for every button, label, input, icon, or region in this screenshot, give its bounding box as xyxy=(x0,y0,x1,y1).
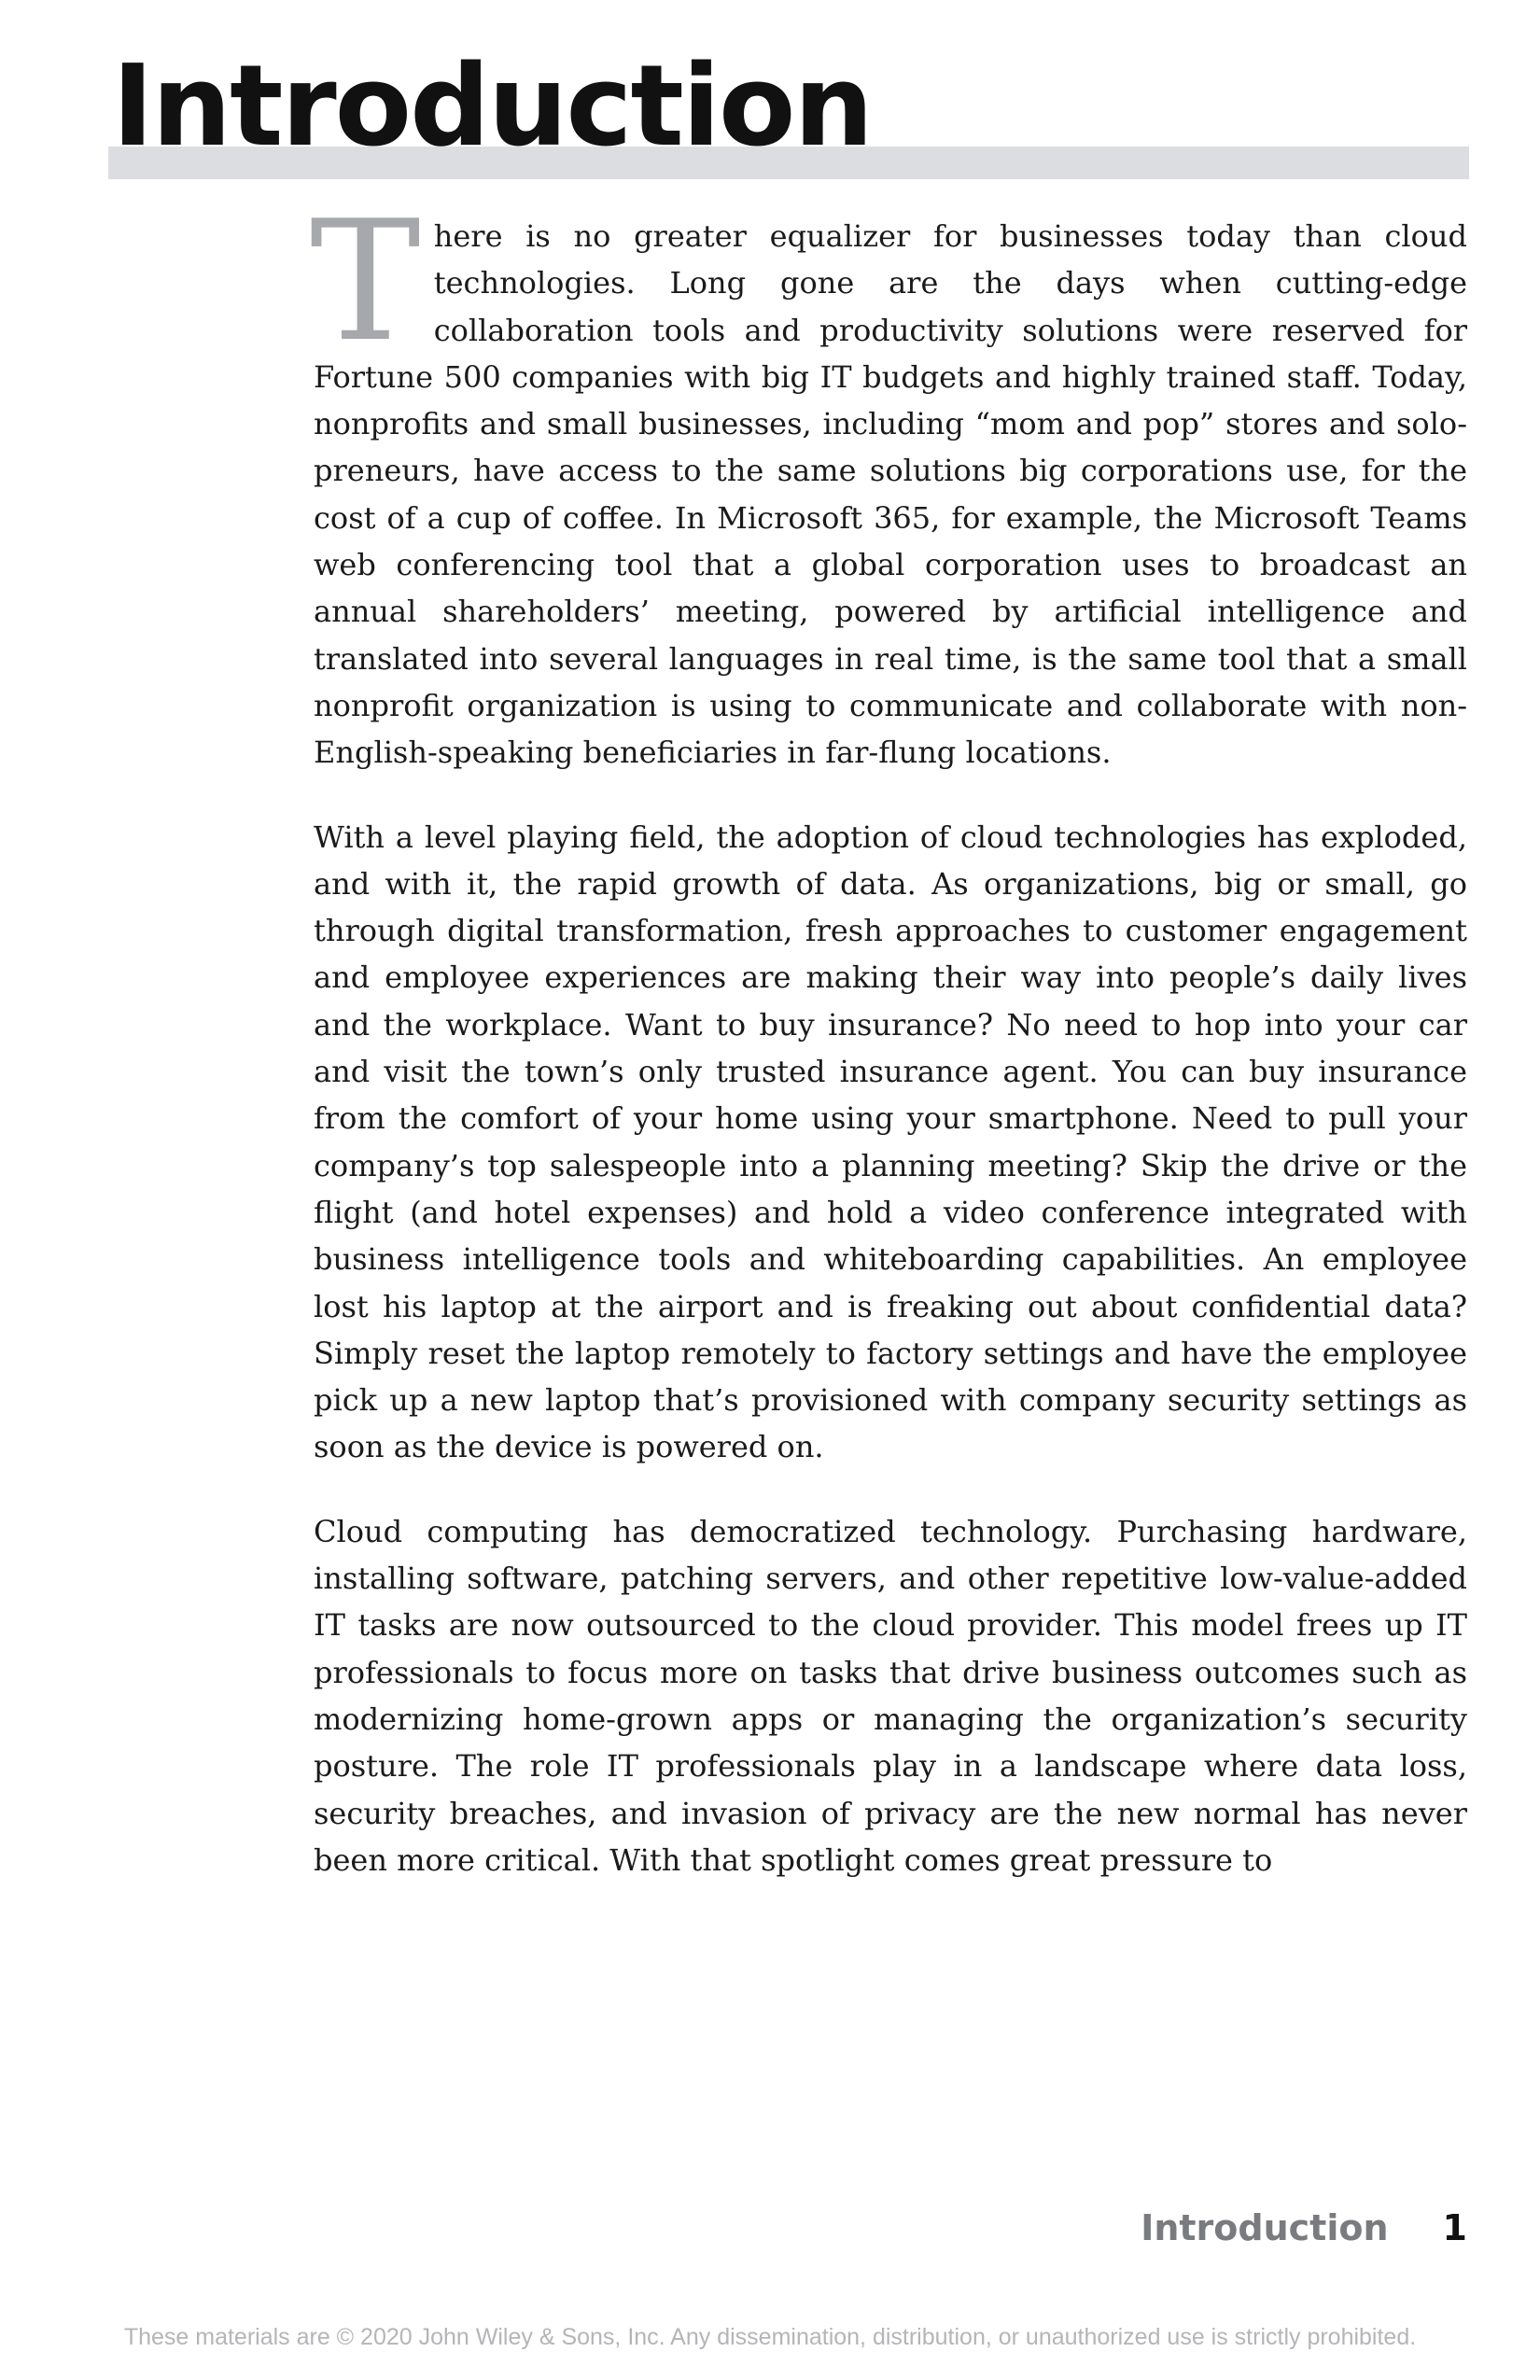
paragraph-2: With a level playing field, the adoption of cloud technologies has exploded, and with it, the rapid growth of data. As organizations, big or small, go through digital transformation, fresh approaches to customer engagement and employee experiences are making their way into people’s daily lives and the workplace. Want to buy insurance? No need to hop into your car and visit the town’s only trusted insurance agent. You can buy insurance from the comfort of your home using your smartphone. Need to pull your company’s top salespeople into a planning meeting? Skip the drive or the flight (and hotel expenses) and hold a video conference integrated with business intelligence tools and whiteboarding capabilities. An employee lost his laptop at the airport and is freaking out about confidential data? Simply reset the laptop remotely to factory settings and have the employee pick up a new laptop that’s provisioned with company security settings as soon as the device is powered on. xyxy=(314,819,1467,1465)
footer-section-label: Introduction xyxy=(1141,2207,1389,2248)
paragraph-3: Cloud computing has democratized technology. Purchasing hardware, installing software, patching servers, and other repetitive low-value-added IT tasks are now outsourced to the cloud provider. This model frees up IT professionals to focus more on tasks that drive business outcomes such as modernizing home-grown apps or managing the organization’s security posture. The role IT professionals play in a landscape where data loss, security breaches, and invasion of privacy are the new normal has never been more critical. With that spotlight comes great pressure to xyxy=(314,1513,1467,1878)
paragraph-1 xyxy=(310,185,1467,777)
body-text xyxy=(310,185,1467,1921)
chapter-title: Introduction xyxy=(112,42,872,172)
page-footer xyxy=(1141,2205,1467,2251)
copyright-notice: These materials are © 2020 John Wiley & Sons, Inc. Any dissemination, distribution, or unauthorized use is strictly prohibited. xyxy=(123,2324,1417,2350)
drop-cap: T xyxy=(310,185,421,378)
chapter-header xyxy=(108,37,1469,179)
paragraph-1-text: here is no greater equalizer for businesses today than cloud technologies. Long gone are the days when cutting-edge collaboration tools and productivity solutions were reserved for Fortune 500 companies with big IT budgets and highly trained staff. Today, nonprofits and small businesses, including “mom and pop” stores and solo-preneurs, have access to the same solutions big corporations use, for the cost of a cup of coffee. In Microsoft 365, for example, the Microsoft Teams web conferencing tool that a global corporation uses to broadcast an annual shareholders’ meeting, powered by artificial intelligence and translated into several languages in real time, is the same tool that a small nonprofit organization is using to communicate and collaborate with non-English-speaking beneficiaries in far-flung locations. xyxy=(314,218,1467,771)
page-number: 1 xyxy=(1442,2207,1467,2248)
